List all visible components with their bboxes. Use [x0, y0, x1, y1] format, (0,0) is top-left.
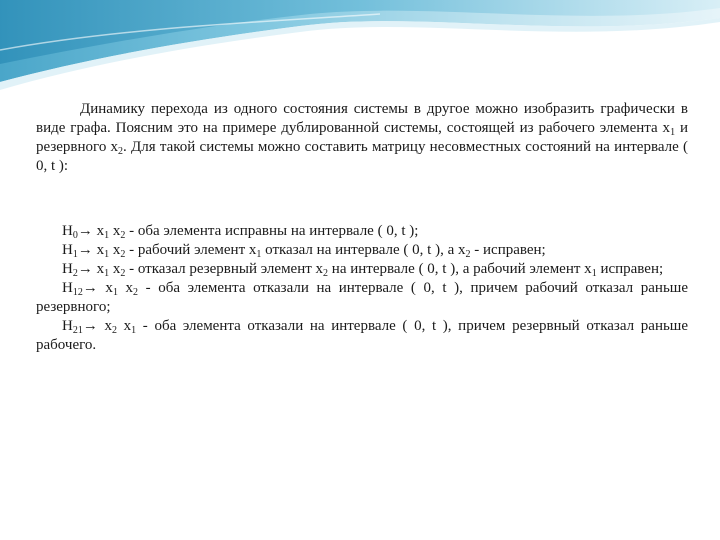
slide-body [36, 100, 688, 355]
subscript: 2 [465, 249, 471, 260]
subscript: 2 [133, 287, 139, 298]
subscript: 2 [120, 268, 126, 279]
state-symbol: H [62, 242, 73, 258]
state-description: - исправен; [470, 242, 546, 258]
subscript: 1 [256, 249, 262, 260]
arrow-icon: → [77, 223, 93, 239]
variable: x [92, 261, 105, 277]
variable: x [109, 223, 121, 239]
variable: x [117, 280, 134, 296]
variable: x [97, 280, 113, 296]
state-description: - оба элемента исправны на интервале ( 0, t ); [125, 223, 419, 239]
subscript: 2 [120, 230, 126, 241]
arrow-icon: → [82, 280, 98, 296]
state-description: - рабочий элемент x [125, 242, 257, 258]
variable: x [109, 242, 121, 258]
state-h21 [36, 317, 688, 355]
subscript: 0 [72, 230, 78, 241]
state-symbol: H [62, 280, 73, 296]
variable: x [97, 318, 112, 334]
state-symbol: H [62, 223, 73, 239]
state-description: на интервале ( 0, t ), а рабочий элемент x [328, 261, 592, 277]
state-description: - отказал резервный элемент x [125, 261, 324, 277]
state-h1 [36, 241, 688, 260]
variable: x [92, 242, 105, 258]
state-symbol: H [62, 318, 73, 334]
state-description: - оба элемента отказали на интервале ( 0, t ), причем рабочий отказал раньше резервного; [36, 280, 688, 315]
state-h12 [36, 279, 688, 317]
subscript: 2 [323, 268, 329, 279]
state-h2 [36, 260, 688, 279]
arrow-icon: → [82, 318, 98, 334]
intro-text-part: Динамику перехода из одного состояния системы в другое можно изобразить графически в виде графа. Поясним это на примере дублированной системы, состоящей из рабочего элемента x [36, 101, 688, 136]
arrow-icon: → [77, 261, 93, 277]
variable: x [92, 223, 105, 239]
subscript: 1 [112, 287, 118, 298]
subscript: 1 [104, 268, 110, 279]
subscript: 12 [72, 287, 83, 298]
intro-paragraph [36, 100, 688, 176]
state-description: - оба элемента отказали на интервале ( 0, t ), причем резервный отказал раньше рабочего. [36, 318, 689, 353]
arrow-icon: → [77, 242, 93, 258]
subscript: 2 [118, 146, 124, 157]
state-list [36, 222, 688, 355]
subscript: 1 [72, 249, 78, 260]
subscript: 21 [72, 325, 83, 336]
subscript: 1 [104, 230, 110, 241]
subscript: 2 [112, 325, 117, 336]
subscript: 1 [591, 268, 597, 279]
state-symbol: H [62, 261, 73, 277]
state-description: отказал на интервале ( 0, t ), а x [261, 242, 466, 258]
subscript: 2 [72, 268, 78, 279]
subscript: 1 [670, 127, 676, 138]
state-h0 [36, 222, 688, 241]
intro-text-part: . Для такой системы можно составить матрицу несовместных состояний на интервале ( 0, t ): [36, 139, 688, 174]
subscript: 2 [120, 249, 126, 260]
variable: x [117, 318, 132, 334]
subscript: 1 [104, 249, 110, 260]
subscript: 1 [131, 325, 137, 336]
intro-text-part: и резервного x [36, 120, 688, 155]
state-description: исправен; [596, 261, 664, 277]
decorative-wave-header [0, 0, 720, 100]
variable: x [109, 261, 121, 277]
